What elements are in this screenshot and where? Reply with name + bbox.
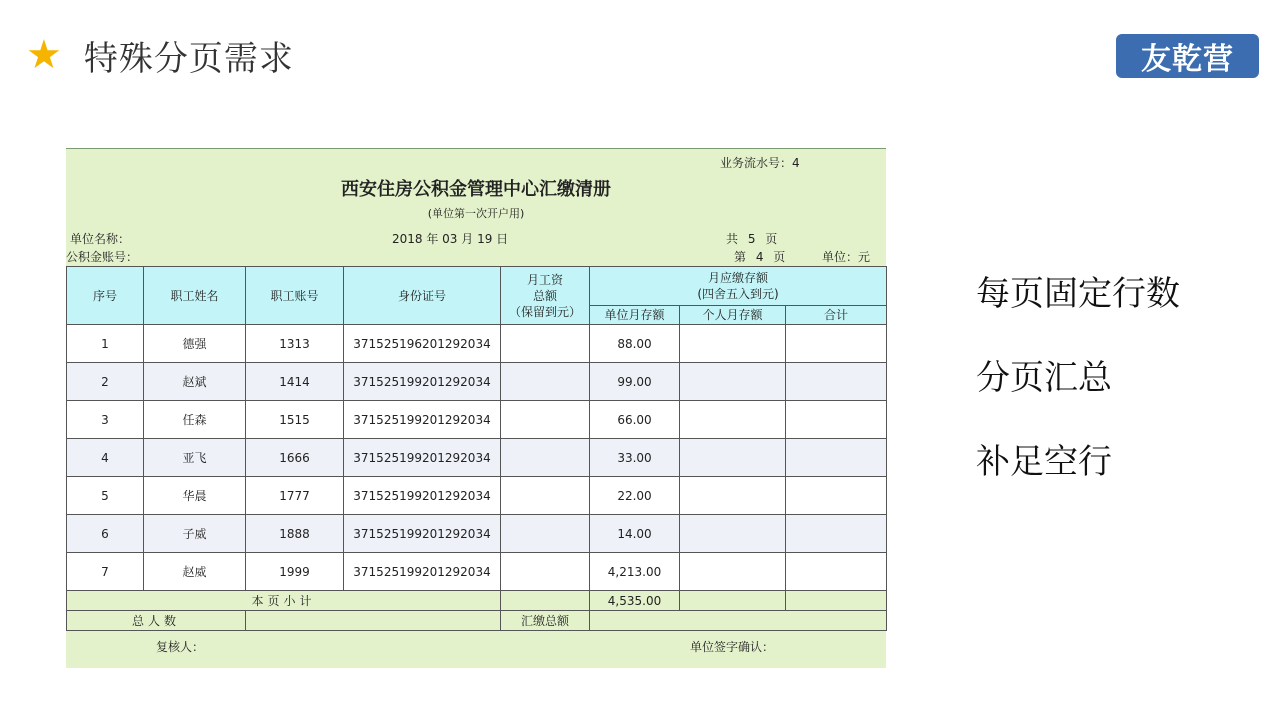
table-row: [67, 477, 887, 515]
cell-name: 任森: [144, 401, 246, 439]
unit-name-label: 单位名称：: [70, 232, 131, 246]
cell-wage: [501, 401, 590, 439]
cell-name: 德强: [144, 325, 246, 363]
form-title: 西安住房公积金管理中心汇缴清册: [341, 179, 611, 200]
cell-id-card: 371525199201292034: [344, 477, 501, 515]
table-row: [67, 515, 887, 553]
cell-account: 1777: [246, 477, 344, 515]
star-icon: ★: [26, 32, 62, 78]
cell-seq: 1: [67, 325, 144, 363]
header-monthly-line2: (四舍五入到元): [697, 287, 779, 301]
table-row: [67, 363, 887, 401]
subtotal-wage: [501, 591, 590, 611]
slide-title: 特殊分页需求: [83, 38, 294, 79]
cell-total: [786, 363, 887, 401]
cell-seq: 7: [67, 553, 144, 591]
totals-row: [67, 611, 887, 631]
cell-id-card: 371525199201292034: [344, 515, 501, 553]
cell-account: 1414: [246, 363, 344, 401]
header-seq: 序号: [67, 267, 144, 325]
cell-total: [786, 439, 887, 477]
remit-total-label: 汇缴总额: [501, 611, 590, 631]
subtotal-total: [786, 591, 887, 611]
header-wage: [501, 267, 590, 325]
cell-unit-deposit: 99.00: [590, 363, 680, 401]
cell-unit-deposit: 4,213.00: [590, 553, 680, 591]
cell-account: 1999: [246, 553, 344, 591]
header-monthly-line1: 月应缴存额: [708, 271, 769, 285]
cell-wage: [501, 477, 590, 515]
confirm-label: 单位签字确认：: [690, 640, 775, 654]
cell-unit-deposit: 33.00: [590, 439, 680, 477]
table-row: [67, 325, 887, 363]
header-account: 职工账号: [246, 267, 344, 325]
cell-account: 1888: [246, 515, 344, 553]
cell-total: [786, 515, 887, 553]
cell-personal-deposit: [680, 325, 786, 363]
cell-seq: 2: [67, 363, 144, 401]
cell-wage: [501, 553, 590, 591]
cell-unit-deposit: 14.00: [590, 515, 680, 553]
cell-unit-deposit: 88.00: [590, 325, 680, 363]
requirement-fill-blank-rows: 补足空行: [976, 442, 1112, 482]
remit-total-value: [590, 611, 887, 631]
header-total: 合计: [786, 306, 887, 325]
cell-wage: [501, 439, 590, 477]
cell-personal-deposit: [680, 515, 786, 553]
requirement-fixed-rows: 每页固定行数: [976, 274, 1180, 314]
cell-id-card: 371525199201292034: [344, 553, 501, 591]
cell-total: [786, 477, 887, 515]
requirement-page-subtotal: 分页汇总: [976, 358, 1112, 398]
header-wage-line3: （保留到元）: [508, 304, 581, 319]
cell-name: 子威: [144, 515, 246, 553]
slide-header: [26, 30, 294, 80]
subtotal-label: 本页小计: [67, 591, 501, 611]
header-monthly-deposit: [590, 267, 887, 306]
table-row: [67, 439, 887, 477]
header-wage-line2: 总额: [532, 288, 557, 303]
cell-name: 华晨: [144, 477, 246, 515]
cell-account: 1666: [246, 439, 344, 477]
cell-account: 1515: [246, 401, 344, 439]
subtotal-personal-deposit: [680, 591, 786, 611]
currency-unit: 单位：元: [822, 250, 871, 264]
cell-id-card: 371525199201292034: [344, 439, 501, 477]
cell-seq: 6: [67, 515, 144, 553]
requirement-list: [976, 272, 1180, 524]
cell-personal-deposit: [680, 401, 786, 439]
subtotal-unit-deposit: 4,535.00: [590, 591, 680, 611]
cell-total: [786, 401, 887, 439]
cell-account: 1313: [246, 325, 344, 363]
headcount-label: 总人数: [67, 611, 246, 631]
cell-seq: 3: [67, 401, 144, 439]
cell-personal-deposit: [680, 363, 786, 401]
brand-logo: 友乾营: [1116, 34, 1259, 78]
remittance-form: [66, 148, 886, 668]
cell-total: [786, 325, 887, 363]
cell-name: 赵斌: [144, 363, 246, 401]
cell-total: [786, 553, 887, 591]
header-unit-deposit: 单位月存额: [590, 306, 680, 325]
total-pages: 共 5 页: [726, 232, 778, 246]
cell-seq: 5: [67, 477, 144, 515]
header-wage-line1: 月工资: [526, 272, 563, 287]
table-row: [67, 401, 887, 439]
cell-name: 亚飞: [144, 439, 246, 477]
headcount-value: [246, 611, 501, 631]
table-row: [67, 553, 887, 591]
current-page: 第 4 页: [734, 250, 786, 264]
header-name: 职工姓名: [144, 267, 246, 325]
header-personal-deposit: 个人月存额: [680, 306, 786, 325]
cell-id-card: 371525199201292034: [344, 401, 501, 439]
cell-id-card: 371525199201292034: [344, 363, 501, 401]
cell-seq: 4: [67, 439, 144, 477]
cell-personal-deposit: [680, 439, 786, 477]
header-id-card: 身份证号: [344, 267, 501, 325]
cell-unit-deposit: 22.00: [590, 477, 680, 515]
cell-unit-deposit: 66.00: [590, 401, 680, 439]
cell-personal-deposit: [680, 553, 786, 591]
cell-wage: [501, 363, 590, 401]
serial-number: 业务流水号：4: [720, 156, 800, 170]
cell-personal-deposit: [680, 477, 786, 515]
form-date: 2018 年 03 月 19 日: [392, 232, 509, 246]
cell-wage: [501, 515, 590, 553]
reviewer-label: 复核人：: [156, 640, 205, 654]
remittance-table: [66, 266, 887, 631]
account-number-label: 公积金账号：: [66, 250, 139, 264]
subtotal-row: [67, 591, 887, 611]
form-top-border: [66, 148, 886, 149]
cell-wage: [501, 325, 590, 363]
cell-name: 赵威: [144, 553, 246, 591]
cell-id-card: 371525196201292034: [344, 325, 501, 363]
form-subtitle: (单位第一次开户用): [427, 207, 525, 220]
